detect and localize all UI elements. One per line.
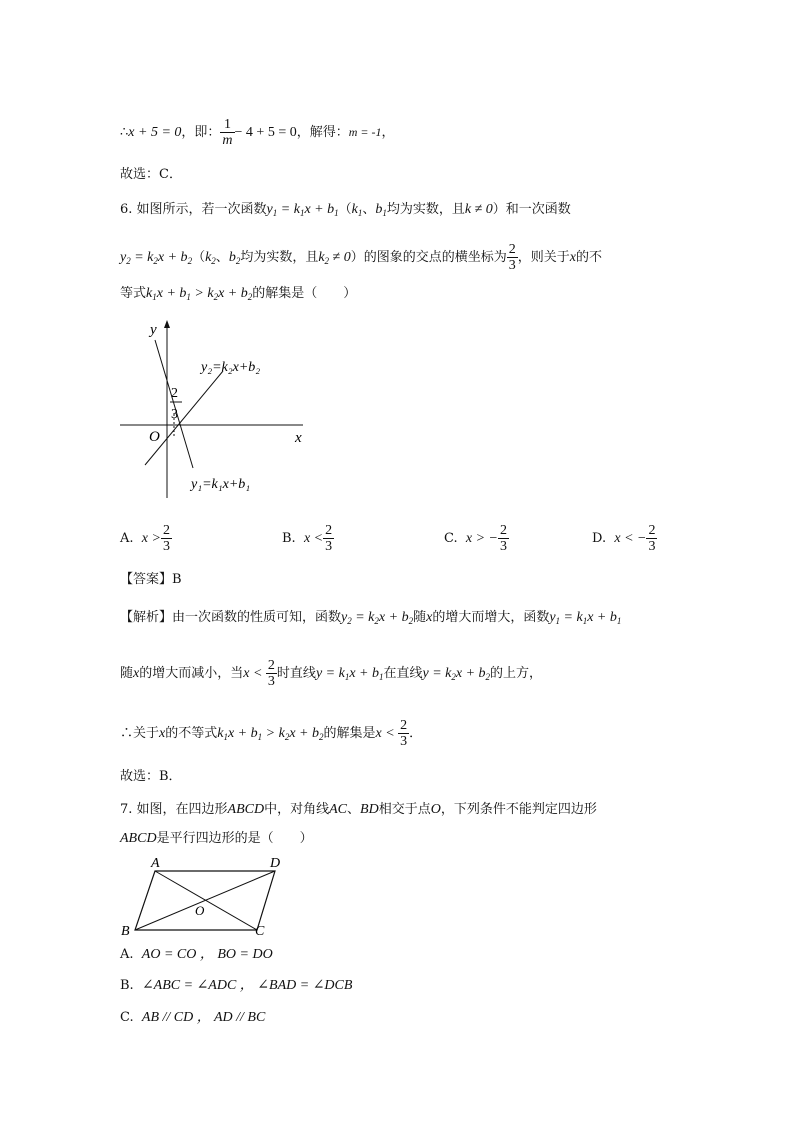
analysis-line-1-eq: $y = k_1x + b_1$ xyxy=(315,666,384,682)
q6-line-1 xyxy=(120,200,571,223)
q7-abcd: ABCD xyxy=(227,802,265,817)
solve-text: ，解得： xyxy=(296,125,349,140)
fraction-numerator: 2 xyxy=(648,523,656,538)
option-fraction xyxy=(161,523,172,554)
therefore-symbol: ∴ xyxy=(120,125,129,140)
q6-option-a[interactable] xyxy=(120,523,172,554)
analysis-text-1b: 随 xyxy=(413,610,427,625)
q7-ac: AC xyxy=(329,802,348,817)
analysis-var-x: x xyxy=(133,666,140,681)
analysis-solution-fraction xyxy=(398,718,409,749)
q6-option-c[interactable] xyxy=(444,523,509,554)
fraction-denominator: 3 xyxy=(267,674,275,689)
line-y2 xyxy=(145,371,223,465)
q7-text-1c: 、 xyxy=(347,802,361,817)
x-axis-label: x xyxy=(295,430,302,446)
q6-text-c: 、 xyxy=(362,202,376,217)
fraction-numerator: 2 xyxy=(162,523,170,538)
fraction-denominator: 3 xyxy=(648,539,656,554)
q7-quadrilateral xyxy=(115,853,295,943)
q7-line-1 xyxy=(120,800,597,820)
option-letter: D. xyxy=(592,531,607,546)
option-text: ∠ABC = ∠ADC ， ∠BAD = ∠DCB xyxy=(141,978,353,993)
q6-func-1: $y_1 = k_1x + b_1$ xyxy=(266,202,339,218)
option-text: AO = CO ， BO = DO xyxy=(141,947,273,962)
q6-function-graph xyxy=(115,318,315,503)
option-relation: x > xyxy=(141,531,161,546)
q7-bd: BD xyxy=(360,802,379,817)
q6-text-a: 6. 如图所示，若一次函数 xyxy=(120,202,267,217)
analysis-func-2: $y_2 = k_2x + b_2$ xyxy=(341,610,414,626)
option-relation: x < − xyxy=(614,531,647,546)
option-letter: B. xyxy=(282,531,296,546)
q7-line-2 xyxy=(120,829,313,849)
q6-text-2b: 、 xyxy=(215,250,229,265)
q6-k1: $k_1$ xyxy=(351,202,363,218)
q7-option-b[interactable] xyxy=(120,976,352,996)
q6-text-3b: 的解集是（ ） xyxy=(252,286,357,301)
q7-text-1a: 7. 如图，在四边形 xyxy=(120,802,228,817)
analysis-inequality: $k_1x + b_1 > k_2x + b_2$ xyxy=(217,726,324,742)
analysis-text-2b: 的增大而减小，当 xyxy=(139,666,244,681)
q7-o: O xyxy=(430,802,441,817)
fraction-numerator: 2 xyxy=(267,658,275,673)
graph-fraction-denominator: 3 xyxy=(171,407,178,422)
q7-text-1b: 中，对角线 xyxy=(264,802,330,817)
q6-option-b[interactable] xyxy=(282,523,334,554)
q6-option-d[interactable] xyxy=(592,523,657,554)
line-y1 xyxy=(155,340,193,468)
analysis-text-3a: ∴关于 xyxy=(120,726,160,741)
fraction-denominator: 3 xyxy=(400,734,408,749)
q6-text-3a: 等式 xyxy=(120,286,147,301)
analysis-text-2d: 在直线 xyxy=(383,666,423,681)
analysis-var-x: x xyxy=(426,610,433,625)
vertex-d-label: D xyxy=(270,856,281,871)
graph-fraction-numerator: 2 xyxy=(171,386,178,401)
analysis-solution: x < xyxy=(375,726,399,741)
q6-text-2e: ，则关于 xyxy=(517,250,570,265)
equation-rest: − 4 + 5 = 0 xyxy=(234,125,297,140)
vertex-b-label: B xyxy=(121,924,130,939)
y-axis-label: y xyxy=(150,322,157,338)
option-letter: C. xyxy=(444,531,458,546)
option-fraction xyxy=(498,523,509,554)
analysis-var-x: x xyxy=(159,726,166,741)
q6-func-2: $y_2 = k_2x + b_2$ xyxy=(120,250,193,266)
fraction-numerator: 2 xyxy=(500,523,507,538)
analysis-text-3c: 的解集是 xyxy=(323,726,376,741)
fraction-denominator: 3 xyxy=(508,258,516,273)
vertex-c-label: C xyxy=(255,924,265,939)
q6-text-b: （ xyxy=(338,202,352,217)
analysis-line-2 xyxy=(120,658,542,689)
analysis-text-2e: 的上方， xyxy=(490,666,543,681)
choose-c-line: 故选：C． xyxy=(120,167,182,182)
q6-fraction-2-3 xyxy=(507,242,518,273)
separator-text: ，即： xyxy=(181,125,221,140)
line-y1-label: y₁=k₁x+b₁ xyxy=(191,477,251,492)
fraction-numerator: 2 xyxy=(508,242,516,257)
point-o-label: O xyxy=(195,903,205,918)
fraction-denominator: 3 xyxy=(500,539,507,554)
fraction-denominator: 3 xyxy=(162,539,170,554)
y-axis-arrow xyxy=(164,320,170,328)
q6-text-2f: 的不 xyxy=(575,250,602,265)
fraction-1-over-m xyxy=(220,117,234,148)
analysis-text-2c: 时直线 xyxy=(276,666,316,681)
option-fraction xyxy=(646,523,657,554)
option-letter: A. xyxy=(120,531,134,546)
vertex-a-label: A xyxy=(151,856,160,871)
q6-text-2d: ）的图象的交点的横坐标为 xyxy=(350,250,507,265)
q6-text-e: ）和一次函数 xyxy=(492,202,571,217)
q7-text-2a: 是平行四边形的是（ ） xyxy=(156,831,313,846)
q7-text-1d: 相交于点 xyxy=(378,802,431,817)
q6-text-d: 均为实数，且 xyxy=(386,202,465,217)
analysis-text-1a: 【解析】由一次函数的性质可知，函数 xyxy=(120,610,342,625)
analysis-x-lt: x < xyxy=(243,666,266,681)
analysis-fraction xyxy=(266,658,277,689)
option-relation: x > − xyxy=(465,531,498,546)
analysis-line-1 xyxy=(120,608,621,631)
option-letter: B. xyxy=(120,978,134,993)
q7-text-1e: ，下列条件不能判定四边形 xyxy=(440,802,597,817)
option-letter: A. xyxy=(120,947,134,962)
q7-option-a[interactable] xyxy=(120,945,273,965)
fraction-numerator: 2 xyxy=(325,523,333,538)
q6-text-2c: 均为实数，且 xyxy=(240,250,319,265)
q6-k2: $k_2$ xyxy=(205,250,216,266)
fraction-numerator: 2 xyxy=(400,718,408,733)
equation-x-plus-5: x + 5 = 0 xyxy=(128,125,182,140)
fraction-numerator: 1 xyxy=(220,117,234,133)
q6-inequality: $k_1x + b_1 > k_2x + b_2$ xyxy=(146,286,253,302)
q6-text-2a: （ xyxy=(192,250,206,265)
q6-var-x: x xyxy=(569,250,576,265)
analysis-text-1c: 的增大而增大，函数 xyxy=(432,610,550,625)
option-relation: x < xyxy=(303,531,324,546)
fraction-denominator: 3 xyxy=(325,539,333,554)
q6-b2: $b_2$ xyxy=(228,250,241,266)
q7-option-c[interactable] xyxy=(120,1008,265,1028)
analysis-line-2-eq: $y = k_2x + b_2$ xyxy=(422,666,491,682)
fraction-denominator: m xyxy=(222,133,233,148)
option-fraction xyxy=(323,523,334,554)
solution-line-1 xyxy=(120,117,395,148)
q6-k2-ne-0: $k_2 \ne 0$ xyxy=(318,250,351,266)
option-letter: C. xyxy=(120,1010,134,1025)
choose-b-line: 故选：B． xyxy=(120,769,182,784)
analysis-line-3 xyxy=(120,718,422,749)
q7-abcd: ABCD xyxy=(120,831,157,846)
origin-label: O xyxy=(149,429,160,445)
q6-k-ne-0: k ≠ 0 xyxy=(464,202,493,217)
q6-line-2 xyxy=(120,242,602,273)
analysis-text-3b: 的不等式 xyxy=(165,726,218,741)
result-m: m = -1 xyxy=(348,125,382,139)
q6-line-3 xyxy=(120,284,356,307)
line-y2-label: y₂=k₂x+b₂ xyxy=(201,360,261,375)
analysis-func-1: $y_1 = k_1x + b_1$ xyxy=(549,610,622,626)
analysis-text-2a: 随 xyxy=(120,666,134,681)
analysis-text-3d: ． xyxy=(409,726,423,741)
comma: ， xyxy=(381,125,395,140)
q6-b1: $b_1$ xyxy=(375,202,387,218)
option-text: AB // CD ， AD // BC xyxy=(141,1010,266,1025)
q6-answer: 【答案】B xyxy=(120,572,182,587)
diagonal-bd xyxy=(135,871,275,930)
